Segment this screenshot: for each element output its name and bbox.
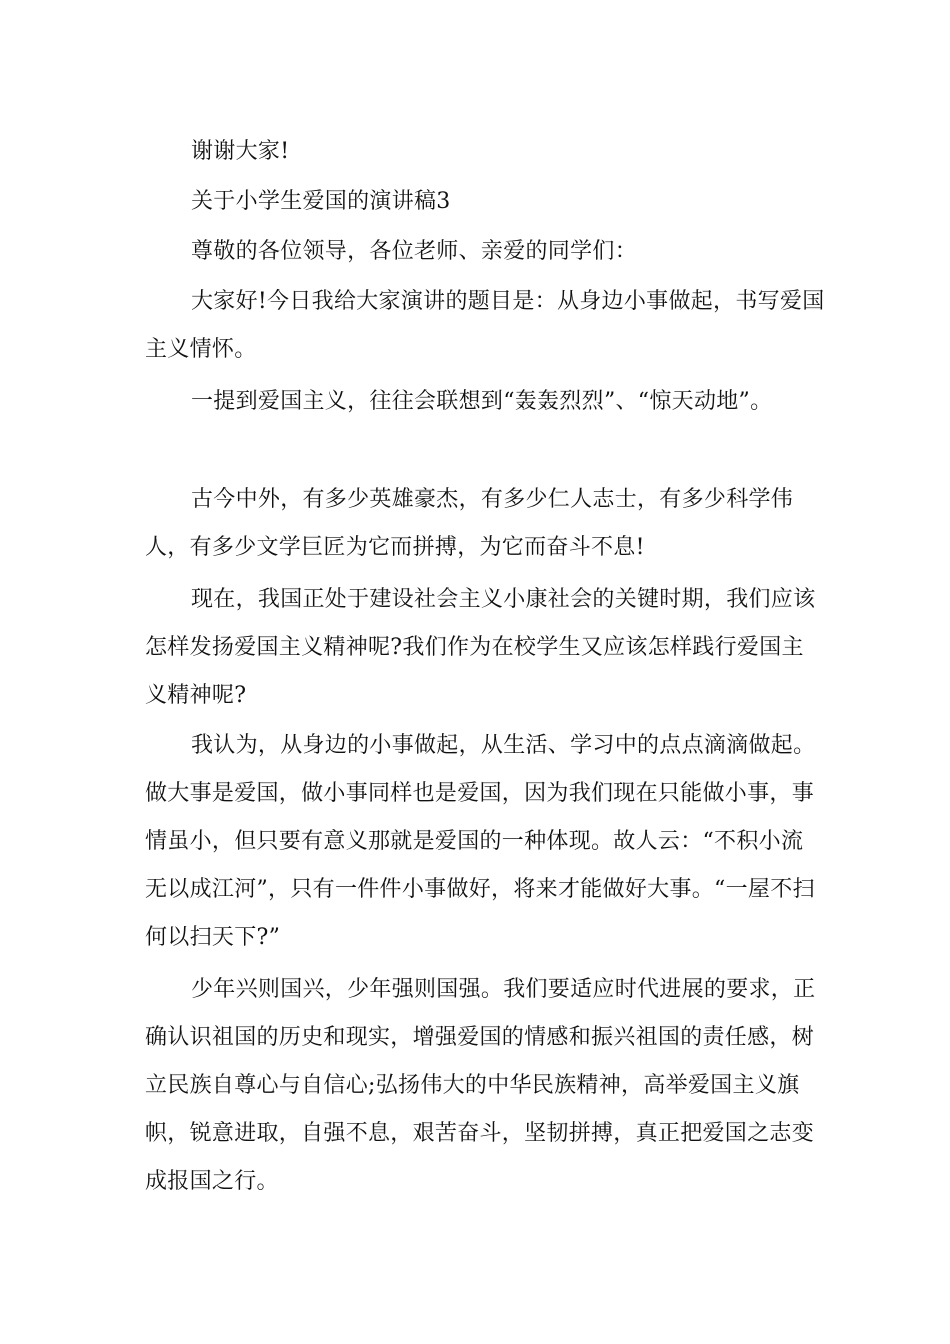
paragraph-greeting: 大家好!今日我给大家演讲的题目是：从身边小事做起，书写爱国主义情怀。	[145, 289, 825, 362]
paragraph-thanks: 谢谢大家!	[191, 139, 290, 164]
paragraph-patriotism-intro: 一提到爱国主义，往往会联想到“轰轰烈烈”、“惊天动地”。	[191, 389, 773, 414]
paragraph-title: 关于小学生爱国的演讲稿3	[191, 189, 451, 214]
paragraph-current-period: 现在，我国正处于建设社会主义小康社会的关键时期，我们应该怎样发扬爱国主义精神呢?我们作为在校学生又应该怎样践行爱国主义精神呢?	[145, 587, 816, 708]
paragraph-youth: 少年兴则国兴，少年强则国强。我们要适应时代进展的要求，正确认识祖国的历史和现实，增强爱国的情感和振兴祖国的责任感，树立民族自尊心与自信心;弘扬伟大的中华民族精神，高举爱国主义旗帜，锐意进取，自强不息，艰苦奋斗，坚韧拼搏，真正把爱国之志变成报国之行。	[145, 977, 816, 1194]
paragraph-salutation: 尊敬的各位领导，各位老师、亲爱的同学们：	[191, 239, 638, 264]
paragraph-heroes: 古今中外，有多少英雄豪杰，有多少仁人志士，有多少科学伟人，有多少文学巨匠为它而拼搏，为它而奋斗不息!	[145, 487, 794, 560]
paragraph-small-things: 我认为，从身边的小事做起，从生活、学习中的点点滴滴做起。做大事是爱国，做小事同样也是爱国，因为我们现在只能做小事，事情虽小，但只要有意义那就是爱国的一种体现。故人云：“不积小流无以成江河”，只有一件件小事做好，将来才能做好大事。“一屋不扫何以扫天下?”	[145, 733, 816, 950]
